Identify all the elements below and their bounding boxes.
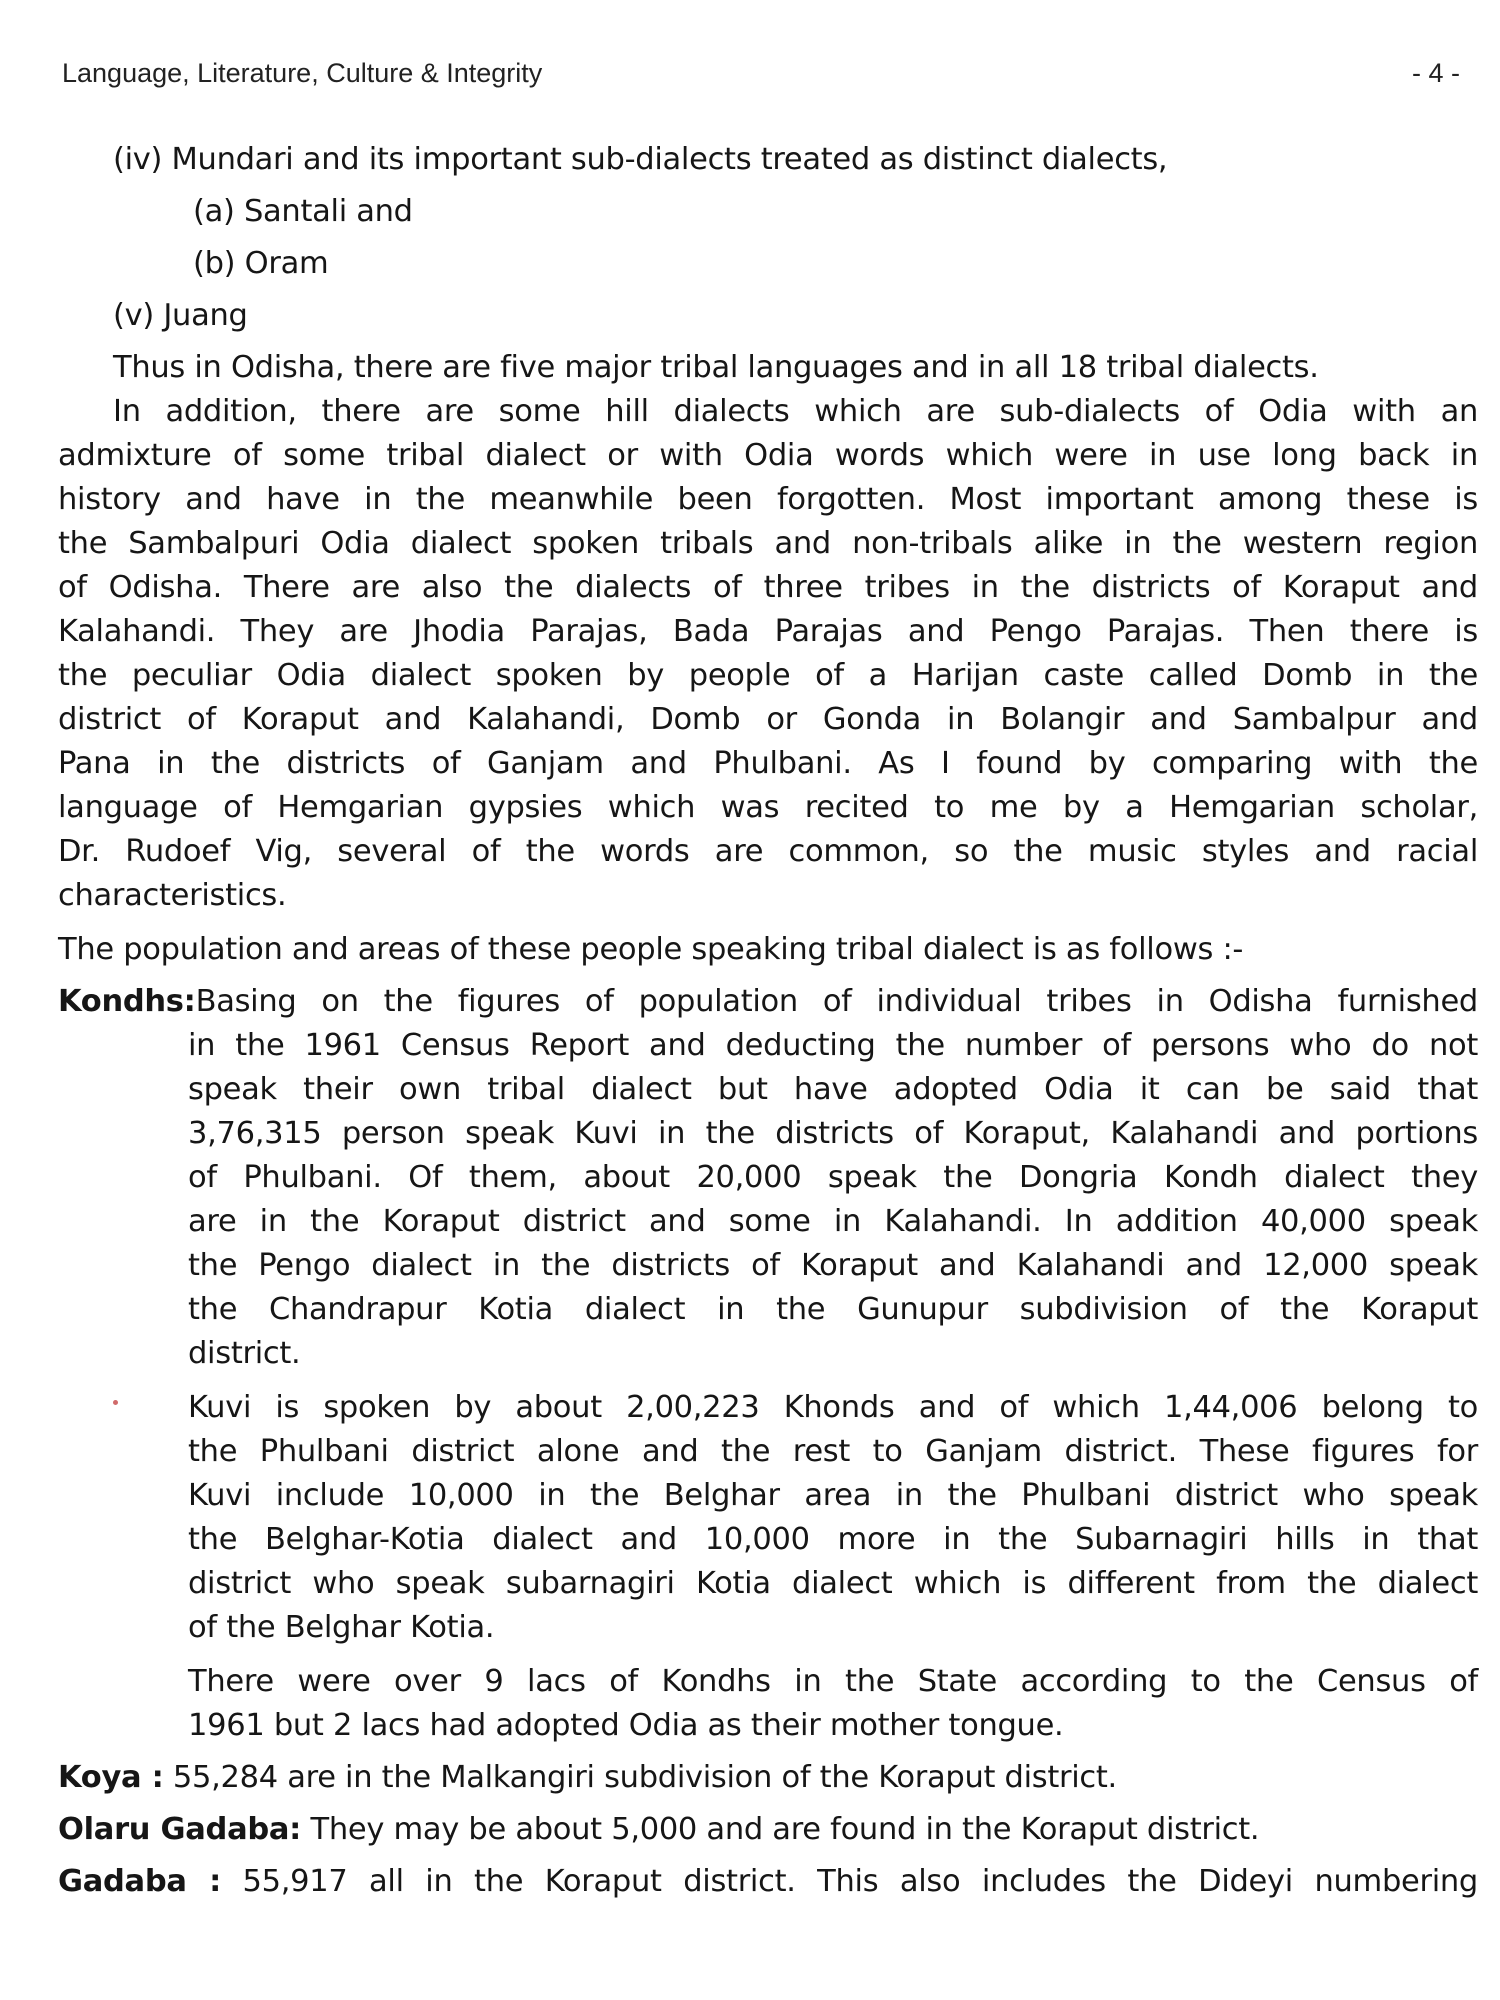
entry-term: Olaru Gadaba: [58,1812,302,1847]
paragraph-line: the Belghar-Kotia dialect and 10,000 more in the Subarnagiri hills in that [188,1522,1478,1557]
list-item-v: (v) Juang [113,298,248,333]
running-title: Language, Literature, Culture & Integrity [62,58,543,88]
paragraph-line: Dr. Rudoef Vig, several of the words are common, so the music styles and racial [58,834,1478,869]
paragraph-line: admixture of some tribal dialect or with Odia words which were in use long back in [58,438,1478,473]
paragraph-line: There were over 9 lacs of Kondhs in the State according to the Census of [188,1664,1478,1699]
population-intro: The population and areas of these people speaking tribal dialect is as follows :- [58,932,1244,967]
paragraph-line: Kuvi include 10,000 in the Belghar area in the Phulbani district who speak [188,1478,1478,1513]
entry-line: the Pengo dialect in the districts of Koraput and Kalahandi and 12,000 speak [188,1248,1478,1283]
paragraph-line: language of Hemgarian gypsies which was recited to me by a Hemgarian scholar, [58,790,1478,825]
entry-olaru-gadaba [58,1808,1478,1852]
paragraph-census [58,1660,1478,1748]
document-body [58,138,1478,1904]
entry-term: Koya : [58,1760,164,1795]
paragraph-line: In addition, there are some hill dialects which are sub-dialects of Odia with an [113,394,1478,429]
entry-line: speak their own tribal dialect but have adopted Odia it can be said that [188,1072,1478,1107]
page-number: - 4 - [1411,58,1460,88]
entry-line: 3,76,315 person speak Kuvi in the districts of Koraput, Kalahandi and portions [188,1116,1478,1151]
entry-text: Basing on the figures of population of individual tribes in Odisha furnished [195,984,1478,1019]
paragraph-kuvi [58,1386,1478,1650]
paragraph-line: Kuvi is spoken by about 2,00,223 Khonds and of which 1,44,006 belong to [188,1390,1478,1425]
paragraph-line: Kalahandi. They are Jhodia Parajas, Bada Parajas and Pengo Parajas. Then there is [58,614,1478,649]
paragraph-line: of the Belghar Kotia. [188,1610,495,1645]
paragraph-line: the Phulbani district alone and the rest to Ganjam district. These figures for [188,1434,1478,1469]
paragraph-line: of Odisha. There are also the dialects of three tribes in the districts of Koraput and [58,570,1478,605]
entry-kondhs [58,980,1478,1376]
page-header [62,58,1460,98]
summary-line: Thus in Odisha, there are five major tribal languages and in all 18 tribal dialects. [113,350,1319,385]
paragraph-line: Pana in the districts of Ganjam and Phulbani. As I found by comparing with the [58,746,1478,781]
list-item-a: (a) Santali and [193,194,413,229]
entry-term: Kondhs: [58,984,196,1019]
paragraph-line: 1961 but 2 lacs had adopted Odia as their mother tongue. [188,1708,1064,1743]
entry-line: the Chandrapur Kotia dialect in the Gunupur subdivision of the Koraput [188,1292,1478,1327]
paragraph-line: history and have in the meanwhile been forgotten. Most important among these is [58,482,1478,517]
entry-text: 55,284 are in the Malkangiri subdivision of the Koraput district. [163,1760,1117,1795]
entry-gadaba [58,1860,1478,1904]
paragraph-line: district of Koraput and Kalahandi, Domb or Gonda in Bolangir and Sambalpur and [58,702,1478,737]
paragraph-line: the peculiar Odia dialect spoken by people of a Harijan caste called Domb in the [58,658,1478,693]
entry-line: in the 1961 Census Report and deducting the number of persons who do not [188,1028,1478,1063]
list-item-b: (b) Oram [193,246,329,281]
entry-text: They may be about 5,000 and are found in the Koraput district. [301,1812,1260,1847]
entry-term: Gadaba : [58,1864,222,1899]
paragraph-line: characteristics. [58,878,287,913]
entry-first-line [58,980,1478,1024]
entry-koya [58,1756,1478,1800]
entry-text: 55,917 all in the Koraput district. This also includes the Dideyi numbering [221,1864,1478,1899]
list-item-iv: (iv) Mundari and its important sub-dialects treated as distinct dialects, [113,142,1168,177]
paragraph-line: the Sambalpuri Odia dialect spoken tribals and non-tribals alike in the western region [58,526,1478,561]
entry-line: are in the Koraput district and some in Kalahandi. In addition 40,000 speak [188,1204,1478,1239]
entry-line: of Phulbani. Of them, about 20,000 speak the Dongria Kondh dialect they [188,1160,1478,1195]
paragraph-hill-dialects [58,390,1478,918]
entry-line: district. [188,1336,301,1371]
paragraph-line: district who speak subarnagiri Kotia dialect which is different from the dialect [188,1566,1478,1601]
